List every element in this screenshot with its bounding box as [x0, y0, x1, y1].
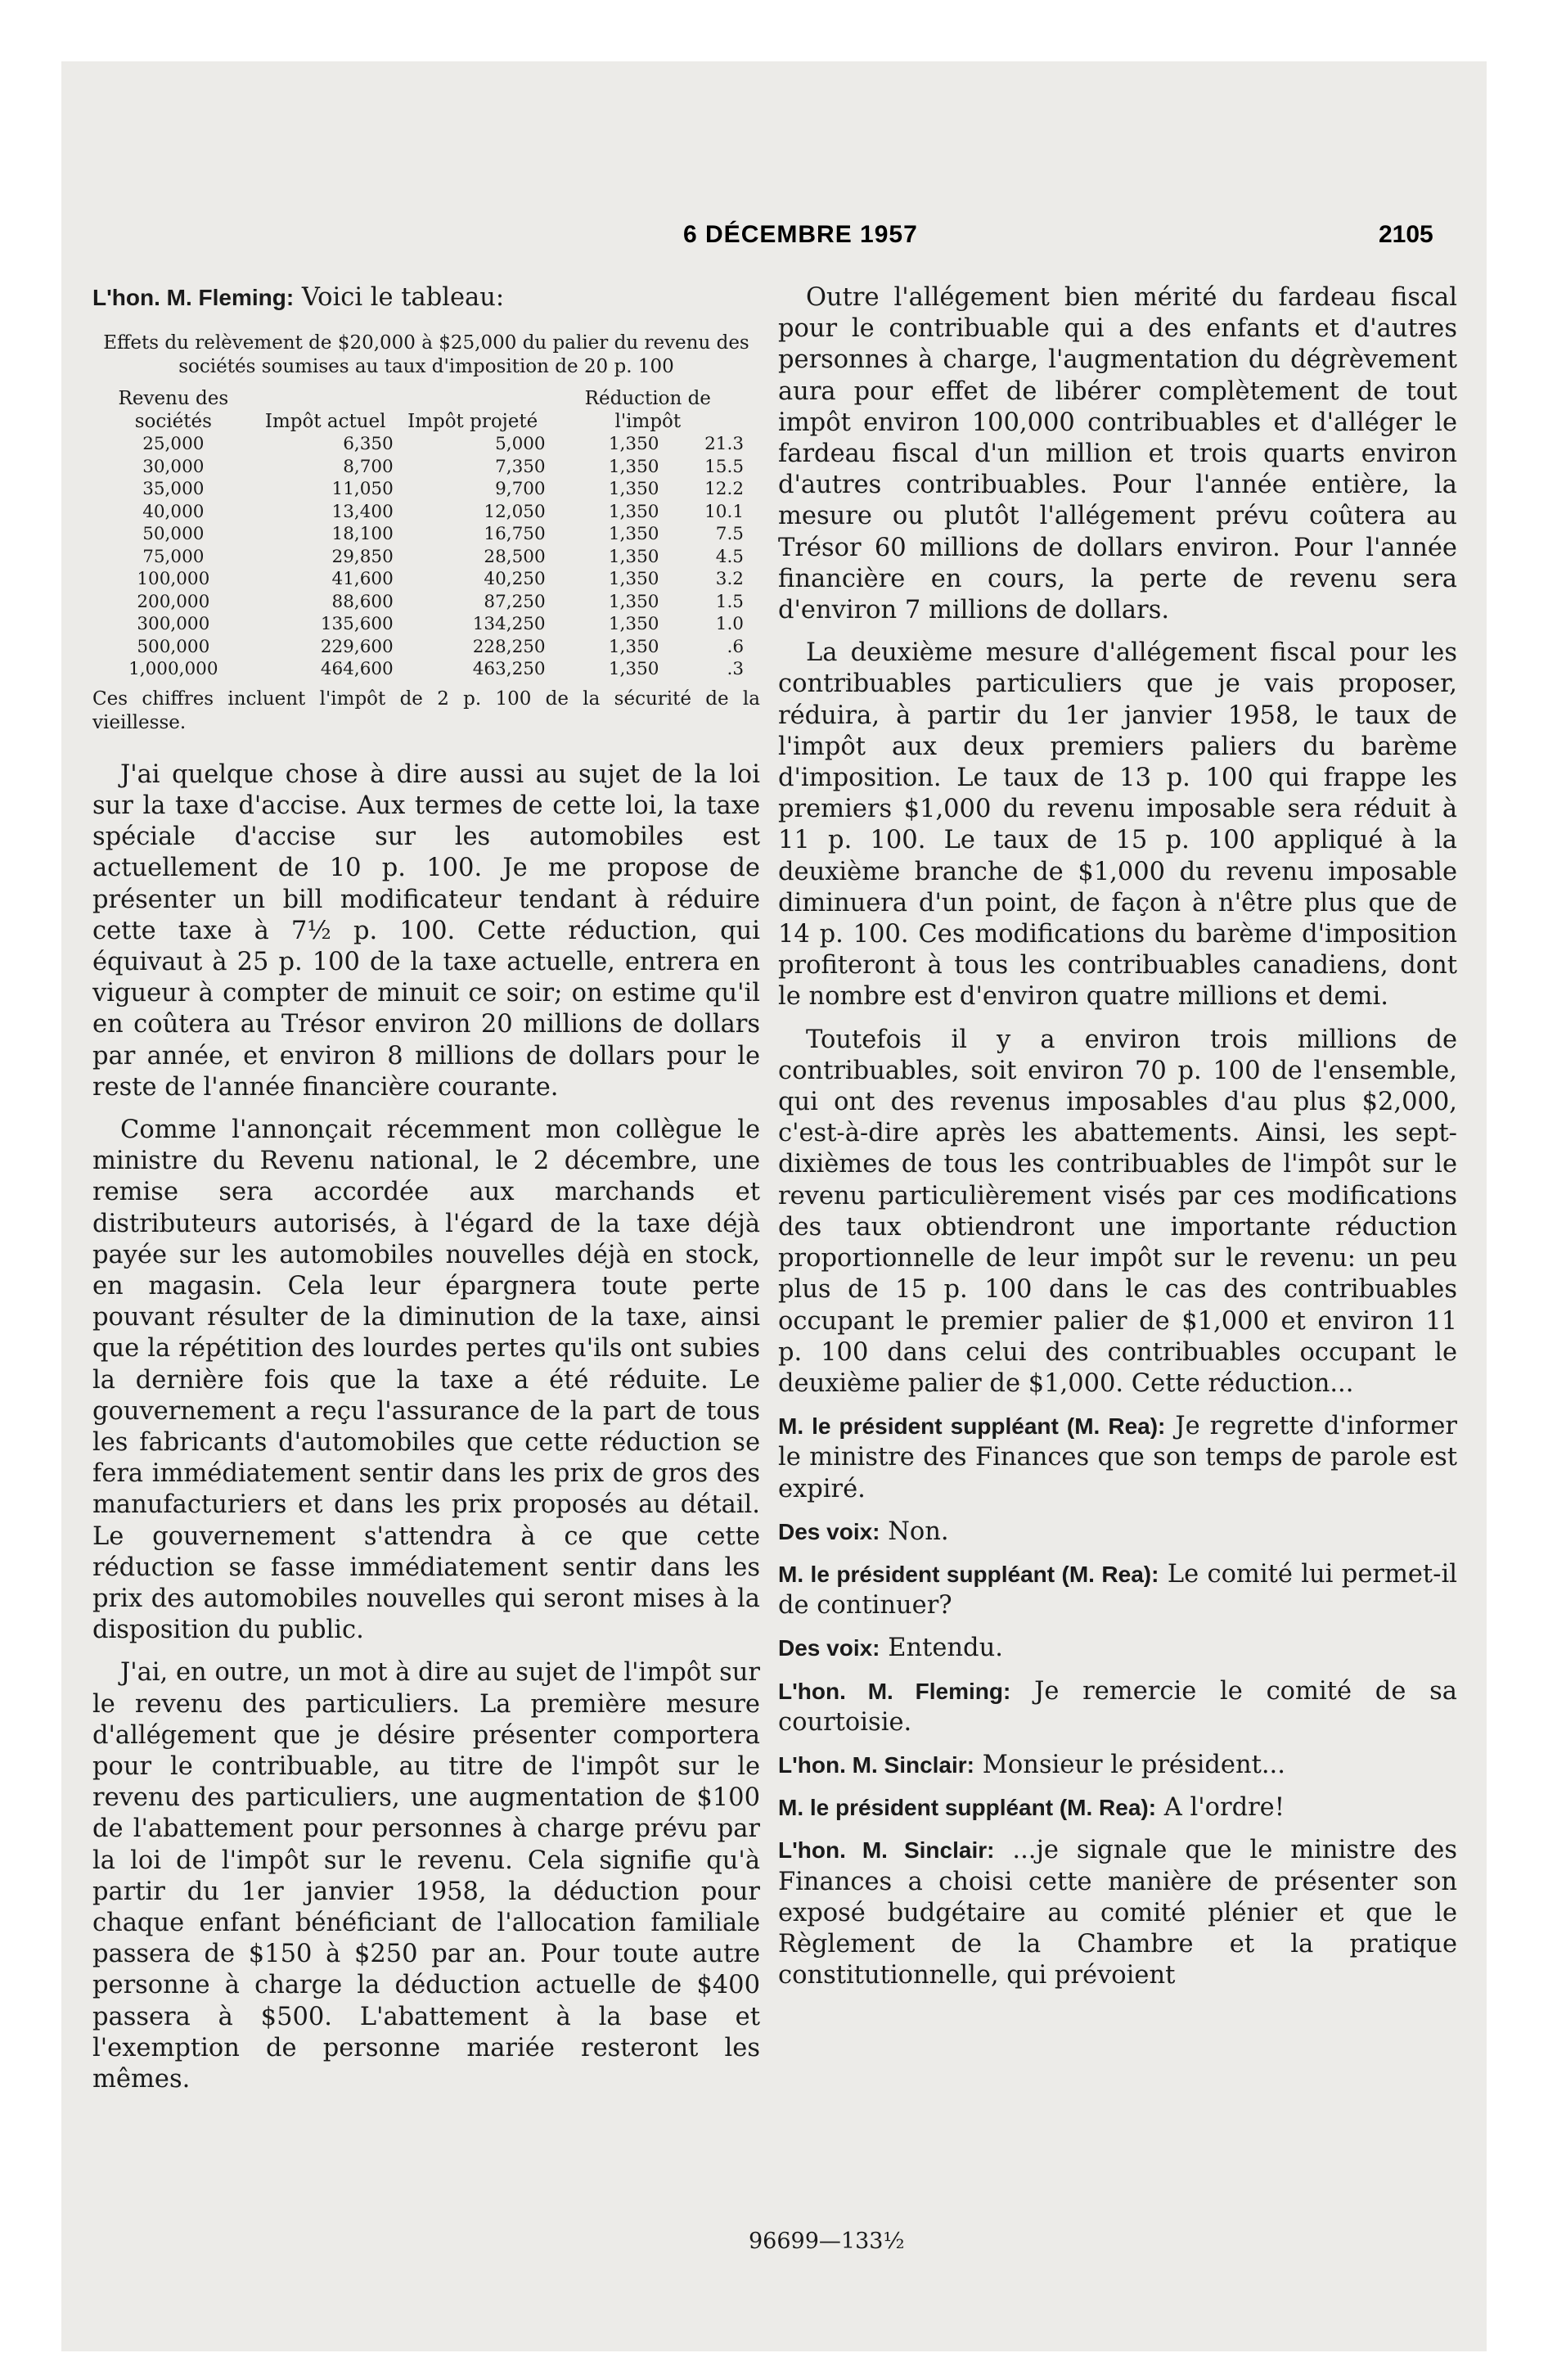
table-cell: 16,750 [484, 524, 546, 545]
table-header-reduction: Réduction de l'impôt [584, 388, 711, 433]
document-page [61, 61, 1487, 2351]
table-cell: 35,000 [142, 479, 205, 500]
dialogue-text: Le comité lui permet-il de continuer? [778, 1559, 1457, 1620]
table-cell: 1,350 [608, 434, 659, 455]
table-row [92, 636, 747, 659]
table-cell: 9,700 [495, 479, 546, 500]
dialogue-line [778, 1411, 1457, 1505]
table-cell: 7.5 [715, 524, 744, 545]
table-cell: 5,000 [495, 434, 546, 455]
table-cell: 25,000 [142, 434, 205, 455]
dialogue-text: ...je signale que le ministre des Finances a choisi cette manière de présenter son exposé budgétaire au comité plénier et que le Règlement de la Chambre et la pratique constitutionnelle, qui prévoient [778, 1836, 1457, 1990]
table-cell: 10.1 [704, 501, 744, 522]
table-cell: 75,000 [142, 546, 205, 567]
table-cell: 87,250 [484, 591, 546, 612]
speaker-name: M. le président suppléant (M. Rea): [778, 1561, 1159, 1587]
table-caption: Effets du relèvement de $20,000 à $25,000 du palier du revenu des sociétés soumises au taux d'imposition de 20 p. 100 [103, 332, 749, 378]
table-cell: 300,000 [137, 614, 210, 635]
speaker-name: Des voix: [778, 1635, 880, 1661]
table-cell: .6 [727, 636, 744, 657]
table-cell: 228,250 [472, 636, 546, 657]
table-cell: 50,000 [142, 524, 205, 545]
dialogue-line [778, 1559, 1457, 1621]
right-paragraphs [778, 282, 1457, 1400]
table-row [92, 456, 747, 479]
speaker-name: L'hon. M. Fleming: [92, 285, 295, 310]
table-cell: 8,700 [343, 456, 394, 477]
table-cell: 200,000 [137, 591, 210, 612]
table-cell: 15.5 [704, 456, 744, 477]
table-row [92, 523, 747, 546]
speaker-name: M. le président suppléant (M. Rea): [778, 1413, 1166, 1440]
table-cell: 40,250 [484, 569, 546, 590]
table-cell: 229,600 [320, 636, 394, 657]
left-paragraphs [92, 760, 760, 2096]
table-cell: 4.5 [715, 546, 744, 567]
speaker-name: L'hon. M. Fleming: [778, 1678, 1011, 1704]
dialogue-text: Monsieur le président... [982, 1750, 1285, 1779]
table-cell: 100,000 [137, 569, 210, 590]
table-cell: 463,250 [472, 659, 546, 680]
table-row [92, 568, 747, 591]
table-header-revenu: Revenu des sociétés [118, 388, 229, 433]
table-row [92, 658, 747, 681]
table-cell: 1,350 [608, 546, 659, 567]
dialogue-line [778, 1835, 1457, 1991]
speaker-name: L'hon. M. Sinclair: [778, 1837, 995, 1864]
table-cell: 135,600 [320, 614, 394, 635]
table-cell: 1,000,000 [128, 659, 218, 680]
table-body [92, 433, 747, 681]
dialogue-text: Non. [888, 1517, 949, 1546]
speaker-name: Des voix: [778, 1518, 880, 1544]
table-cell: 1,350 [608, 479, 659, 500]
body-paragraph: J'ai, en outre, un mot à dire au sujet de l'impôt sur le revenu des particuliers. La première mesure d'allégement que je désire présenter comportera pour le contribuable, au titre de l'impôt sur le revenu des particuliers, une augmentation de $100 de l'abattement pour personnes à charge prévu par la loi de l'impôt sur le revenu. Cela signifie qu'à partir du 1er janvier 1958, la déduction pour chaque enfant bénéficiant de l'allocation familiale passera de $150 à $250 par an. Pour toute autre personne à charge la déduction actuelle de $400 passera à $500. L'abattement à la base et l'exemption de personne mariée resteront les mêmes. [92, 1658, 760, 2094]
table-cell: 1.0 [715, 614, 744, 635]
body-paragraph: Comme l'annonçait récemment mon collègue le ministre du Revenu national, le 2 décembre, une remise sera accordée aux marchands et distributeurs autorisés, à l'égard de la taxe déjà payée sur les automobiles nouvelles déjà en stock, en magasin. Cela leur épargnera toute perte pouvant résulter de la diminution de la taxe, ainsi que la répétition des lourdes pertes qu'ils ont subies la dernière fois que la taxe a été réduite. Le gouvernement a reçu l'assurance de la part de tous les fabricants d'automobiles que cette réduction se fera immédiatement sentir dans les prix de gros des manufacturiers et dans les prix proposés au détail. Le gouvernement s'attendra à ce que cette réduction se fasse immédiatement sentir dans les prix des automobiles nouvelles qui seront mises à la disposition du public. [92, 1115, 760, 1645]
table-header-projete: Impôt projeté [407, 411, 538, 433]
page-footer-code: 96699—133½ [749, 2229, 905, 2254]
dialogue-line [778, 1792, 1457, 1823]
table-row [92, 478, 747, 501]
intro-paragraph [92, 282, 760, 313]
table-cell: 464,600 [320, 659, 394, 680]
dialogue-line [778, 1750, 1457, 1781]
table-cell: 29,850 [331, 546, 394, 567]
table-cell: 12.2 [704, 479, 744, 500]
table-cell: 1,350 [608, 524, 659, 545]
table-cell: 7,350 [495, 456, 546, 477]
table-header-actuel: Impôt actuel [264, 411, 386, 433]
left-column [92, 282, 760, 2107]
table-row [92, 591, 747, 614]
table-header-row [92, 387, 747, 433]
header-date: 6 DÉCEMBRE 1957 [683, 221, 918, 248]
table-cell: 1,350 [608, 456, 659, 477]
right-column [778, 282, 1457, 2003]
page-header [61, 221, 1487, 262]
header-page-number: 2105 [1379, 221, 1433, 248]
table-cell: 41,600 [331, 569, 394, 590]
dialogue-section [778, 1411, 1457, 1991]
table-cell: 40,000 [142, 501, 205, 522]
body-paragraph: J'ai quelque chose à dire aussi au sujet de la loi sur la taxe d'accise. Aux termes de cette loi, la taxe spéciale d'accise sur les automobiles est actuellement de 10 p. 100. Je me propose de présenter un bill modificateur tendant à réduire cette taxe à 7½ p. 100. Cette réduction, qui équivaut à 25 p. 100 de la taxe actuelle, entrera en vigueur à compter de minuit ce soir; on estime qu'il en coûtera au Trésor environ 20 millions de dollars par année, et environ 8 millions de dollars pour le reste de l'année financière courante. [92, 760, 760, 1102]
table-cell: 6,350 [343, 434, 394, 455]
table-cell: 1,350 [608, 501, 659, 522]
table-cell: 13,400 [331, 501, 394, 522]
dialogue-line [778, 1676, 1457, 1738]
table-cell: 500,000 [137, 636, 210, 657]
dialogue-text: A l'ordre! [1163, 1793, 1285, 1823]
table-cell: 1,350 [608, 659, 659, 680]
table-cell: 1,350 [608, 569, 659, 590]
table-cell: 88,600 [331, 591, 394, 612]
table-cell: 134,250 [472, 614, 546, 635]
table-cell: 3.2 [715, 569, 744, 590]
table-cell: 30,000 [142, 456, 205, 477]
table-cell: 21.3 [704, 434, 744, 455]
dialogue-text: Entendu. [888, 1634, 1003, 1663]
table-cell: 1,350 [608, 591, 659, 612]
body-paragraph: La deuxième mesure d'allégement fiscal pour les contribuables particuliers que je vais proposer, réduira, à partir du 1er janvier 1958, le taux de l'impôt aux deux premiers paliers du barème d'imposition. Le taux de 13 p. 100 qui frappe les premiers $1,000 du revenu imposable sera réduit à 11 p. 100. Le taux de 15 p. 100 appliqué à la deuxième branche de $1,000 du revenu imposable diminuera d'un point, de façon à n'être plus que de 14 p. 100. Ces modifications du barème d'imposition profiteront à tous les contribuables canadiens, dont le nombre est d'environ quatre millions et demi. [778, 638, 1457, 1012]
dialogue-line [778, 1517, 1457, 1548]
dialogue-line [778, 1633, 1457, 1664]
table-row [92, 613, 747, 636]
table-cell: 12,050 [484, 501, 546, 522]
table-row [92, 501, 747, 524]
body-paragraph: Toutefois il y a environ trois millions de contribuables, soit environ 70 p. 100 de l'ensemble, qui ont des revenus imposables d'au plus $2,000, c'est-à-dire après les abattements. Ainsi, les sept-dixièmes de tous les contribuables de l'impôt sur le revenu particulièrement visés par ces modifications des taux obtiendront une importante réduction proportionnelle de leur impôt sur le revenu: un peu plus de 15 p. 100 dans le cas des contribuables occupant le premier palier de $1,000 et environ 11 p. 100 dans celui des contribuables occupant le deuxième palier de $1,000. Cette réduction... [778, 1025, 1457, 1398]
table-cell: 28,500 [484, 546, 546, 567]
table-cell: 11,050 [331, 479, 394, 500]
speaker-name: L'hon. M. Sinclair: [778, 1751, 974, 1778]
table-cell: 18,100 [331, 524, 394, 545]
table-row [92, 433, 747, 456]
table-cell: 1,350 [608, 614, 659, 635]
body-paragraph: Outre l'allégement bien mérité du fardeau fiscal pour le contribuable qui a des enfants et d'autres personnes à charge, l'augmentation du dégrèvement aura pour effet de libérer complètement de tout impôt environ 100,000 contribuables et d'alléger le fardeau fiscal d'un million et trois quarts environ d'autres contribuables. Pour l'année entière, la mesure ou plutôt l'allégement prévu coûtera au Trésor 60 millions de dollars environ. Pour l'année financière en cours, la perte de revenu sera d'environ 7 millions de dollars. [778, 283, 1457, 625]
table-row [92, 546, 747, 569]
revenue-table [92, 387, 747, 681]
speaker-name: M. le président suppléant (M. Rea): [778, 1795, 1157, 1821]
table-cell: 1,350 [608, 636, 659, 657]
table-note: Ces chiffres incluent l'impôt de 2 p. 100 de la sécurité de la vieillesse. [92, 687, 760, 733]
table-cell: 1.5 [715, 591, 744, 612]
dialogue-text: Je remercie le comité de sa courtoisie. [778, 1676, 1457, 1737]
intro-text: Voici le tableau: [301, 283, 505, 312]
dialogue-text: Je regrette d'informer le ministre des Finances que son temps de parole est expiré. [778, 1412, 1457, 1503]
table-cell: .3 [727, 659, 744, 680]
